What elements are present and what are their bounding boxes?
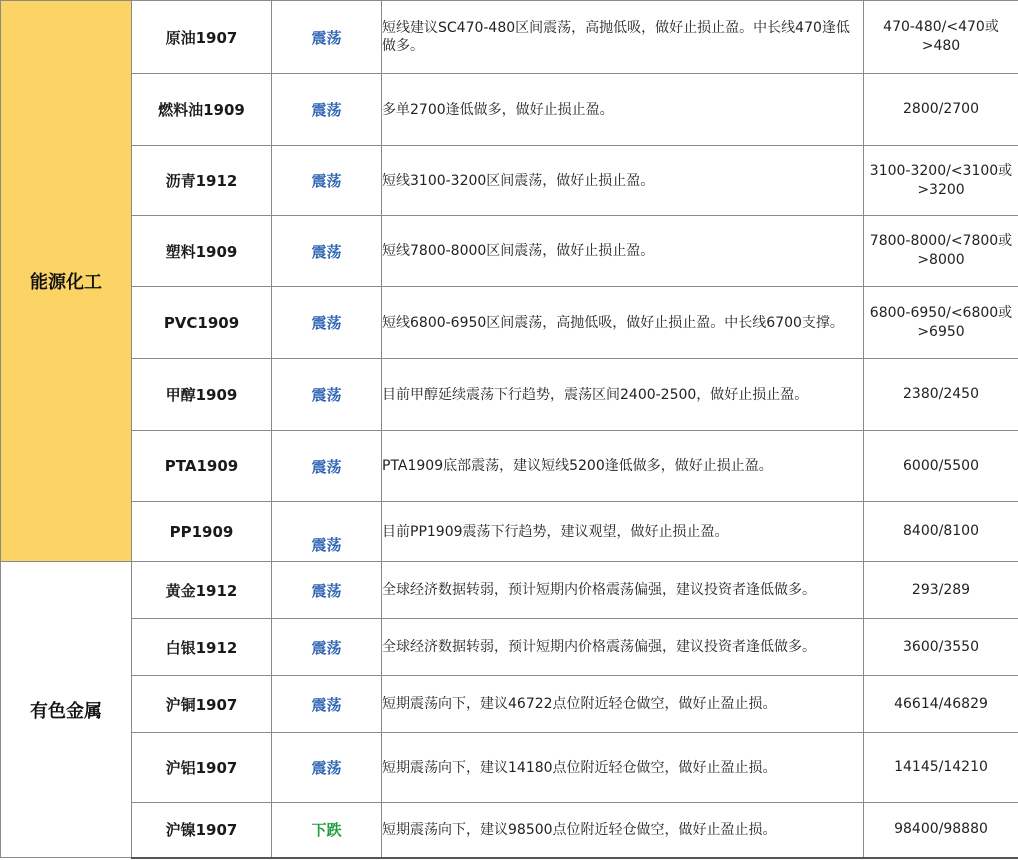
price-level: 3100-3200/<3100或>3200 [864, 146, 1018, 216]
contract-name: 白银1912 [132, 619, 272, 676]
strategy-text: 目前PP1909震荡下行趋势，建议观望，做好止损止盈。 [382, 502, 864, 562]
contract-name: 燃料油1909 [132, 74, 272, 146]
contract-name: 甲醇1909 [132, 359, 272, 431]
trend-label: 下跌 [272, 803, 382, 858]
price-level: 2380/2450 [864, 359, 1018, 431]
price-level: 293/289 [864, 562, 1018, 619]
contract-name: 原油1907 [132, 1, 272, 74]
contract-name: PP1909 [132, 502, 272, 562]
contract-name: PTA1909 [132, 431, 272, 502]
strategy-text: 短线3100-3200区间震荡，做好止损止盈。 [382, 146, 864, 216]
price-level: 8400/8100 [864, 502, 1018, 562]
strategy-text: 短线7800-8000区间震荡，做好止损止盈。 [382, 216, 864, 287]
strategy-text: 目前甲醇延续震荡下行趋势，震荡区间2400-2500，做好止损止盈。 [382, 359, 864, 431]
strategy-text: 全球经济数据转弱，预计短期内价格震荡偏强，建议投资者逢低做多。 [382, 562, 864, 619]
table-row [1, 502, 1018, 562]
table-row [1, 676, 1018, 733]
contract-name: 沪铝1907 [132, 733, 272, 803]
contract-name: 黄金1912 [132, 562, 272, 619]
price-level: 6800-6950/<6800或>6950 [864, 287, 1018, 359]
trend-label: 震荡 [272, 733, 382, 803]
strategy-text: 短期震荡向下，建议46722点位附近轻仓做空，做好止盈止损。 [382, 676, 864, 733]
strategy-text: 短期震荡向下，建议98500点位附近轻仓做空，做好止盈止损。 [382, 803, 864, 858]
contract-name: PVC1909 [132, 287, 272, 359]
trend-label: 震荡 [272, 74, 382, 146]
table-row [1, 733, 1018, 803]
table-row [1, 1, 1018, 74]
table-row [1, 146, 1018, 216]
strategy-text: 多单2700逢低做多，做好止损止盈。 [382, 74, 864, 146]
price-level: 46614/46829 [864, 676, 1018, 733]
table-row [1, 216, 1018, 287]
table-row [1, 359, 1018, 431]
trend-label: 震荡 [272, 619, 382, 676]
price-level: 3600/3550 [864, 619, 1018, 676]
price-level: 6000/5500 [864, 431, 1018, 502]
contract-name: 塑料1909 [132, 216, 272, 287]
table-row [1, 431, 1018, 502]
contract-name: 沪铜1907 [132, 676, 272, 733]
strategy-text: 全球经济数据转弱，预计短期内价格震荡偏强，建议投资者逢低做多。 [382, 619, 864, 676]
sector-label-energy: 能源化工 [1, 1, 132, 562]
price-level: 470-480/<470或>480 [864, 1, 1018, 74]
table-row [1, 803, 1018, 858]
strategy-text: 短期震荡向下，建议14180点位附近轻仓做空，做好止盈止损。 [382, 733, 864, 803]
table-row [1, 287, 1018, 359]
trend-label: 震荡 [272, 502, 382, 562]
trend-label: 震荡 [272, 562, 382, 619]
price-level: 98400/98880 [864, 803, 1018, 858]
strategy-text: 短线6800-6950区间震荡，高抛低吸，做好止损止盈。中长线6700支撑。 [382, 287, 864, 359]
table-row [1, 619, 1018, 676]
strategy-text: 短线建议SC470-480区间震荡，高抛低吸，做好止损止盈。中长线470逢低做多。 [382, 1, 864, 74]
trend-label: 震荡 [272, 146, 382, 216]
trend-label: 震荡 [272, 1, 382, 74]
price-level: 14145/14210 [864, 733, 1018, 803]
contract-name: 沥青1912 [132, 146, 272, 216]
price-level: 2800/2700 [864, 74, 1018, 146]
table-row [1, 74, 1018, 146]
trend-label: 震荡 [272, 359, 382, 431]
trend-label: 震荡 [272, 676, 382, 733]
trend-label: 震荡 [272, 216, 382, 287]
contract-name: 沪镍1907 [132, 803, 272, 858]
trend-label: 震荡 [272, 431, 382, 502]
table-row [1, 562, 1018, 619]
trend-label: 震荡 [272, 287, 382, 359]
strategy-text: PTA1909底部震荡，建议短线5200逢低做多，做好止损止盈。 [382, 431, 864, 502]
sector-label-metals: 有色金属 [1, 562, 132, 858]
price-level: 7800-8000/<7800或>8000 [864, 216, 1018, 287]
